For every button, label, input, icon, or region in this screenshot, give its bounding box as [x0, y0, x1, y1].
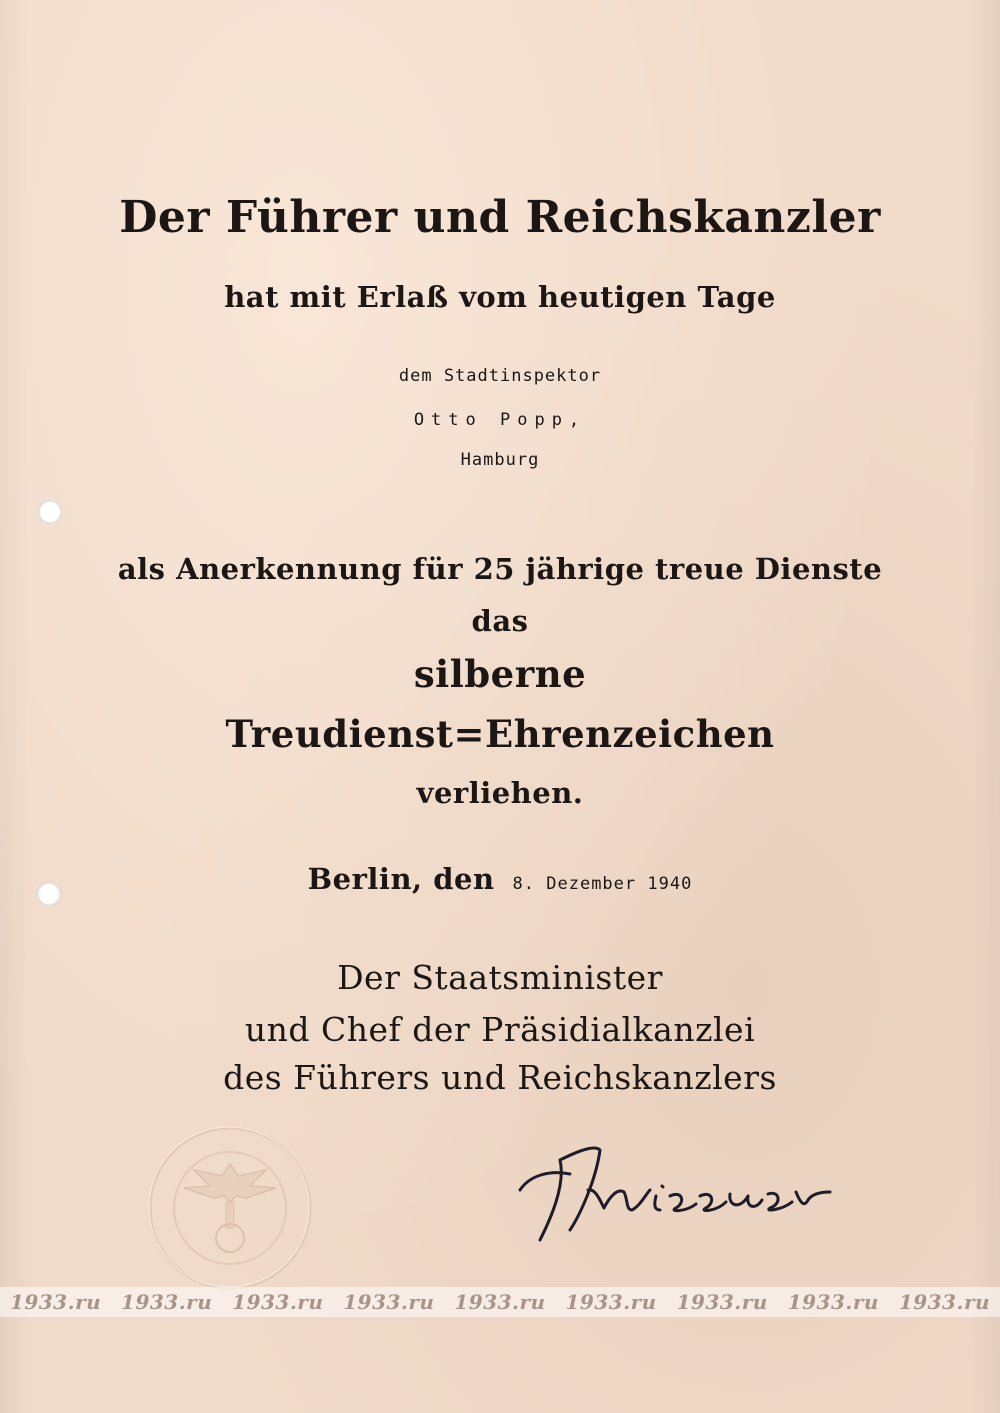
issue-date: 8. Dezember 1940 [512, 874, 693, 894]
punch-hole [38, 500, 62, 524]
recipient-title: dem Stadtinspektor [398, 366, 602, 386]
watermark-text: 1933.ru [454, 1290, 546, 1314]
signature [500, 1130, 840, 1250]
embossed-seal [146, 1124, 314, 1292]
certificate-heading: Der Führer und Reichskanzler [119, 192, 881, 243]
certificate-subheading: hat mit Erlaß vom heutigen Tage [224, 280, 776, 314]
signatory-line-3: des Führers und Reichskanzlers [223, 1058, 777, 1097]
award-name-line-1: silberne [413, 652, 587, 696]
watermark-text: 1933.ru [898, 1290, 991, 1314]
watermark-strip [0, 1287, 1000, 1317]
award-name-line-2: Treudienst=Ehrenzeichen [225, 712, 775, 756]
watermark-text: 1933.ru [787, 1290, 879, 1314]
award-verb: verliehen. [416, 776, 584, 810]
place-date-line [0, 862, 1000, 896]
recipient-name: Otto Popp, [413, 410, 587, 430]
award-article: das [471, 604, 529, 638]
place-label: Berlin, den [307, 862, 495, 896]
watermark-text: 1933.ru [676, 1290, 768, 1314]
watermark-text: 1933.ru [121, 1290, 213, 1314]
recipient-city: Hamburg [460, 450, 540, 470]
recognition-text: als Anerkennung für 25 jährige treue Dienste [117, 552, 883, 586]
signatory-line-1: Der Staatsminister [337, 958, 663, 997]
watermark-text: 1933.ru [565, 1290, 657, 1314]
watermark-text: 1933.ru [232, 1290, 324, 1314]
watermark-text: 1933.ru [9, 1290, 102, 1314]
signatory-line-2: und Chef der Präsidialkanzlei [244, 1010, 756, 1049]
watermark-text: 1933.ru [343, 1290, 435, 1314]
